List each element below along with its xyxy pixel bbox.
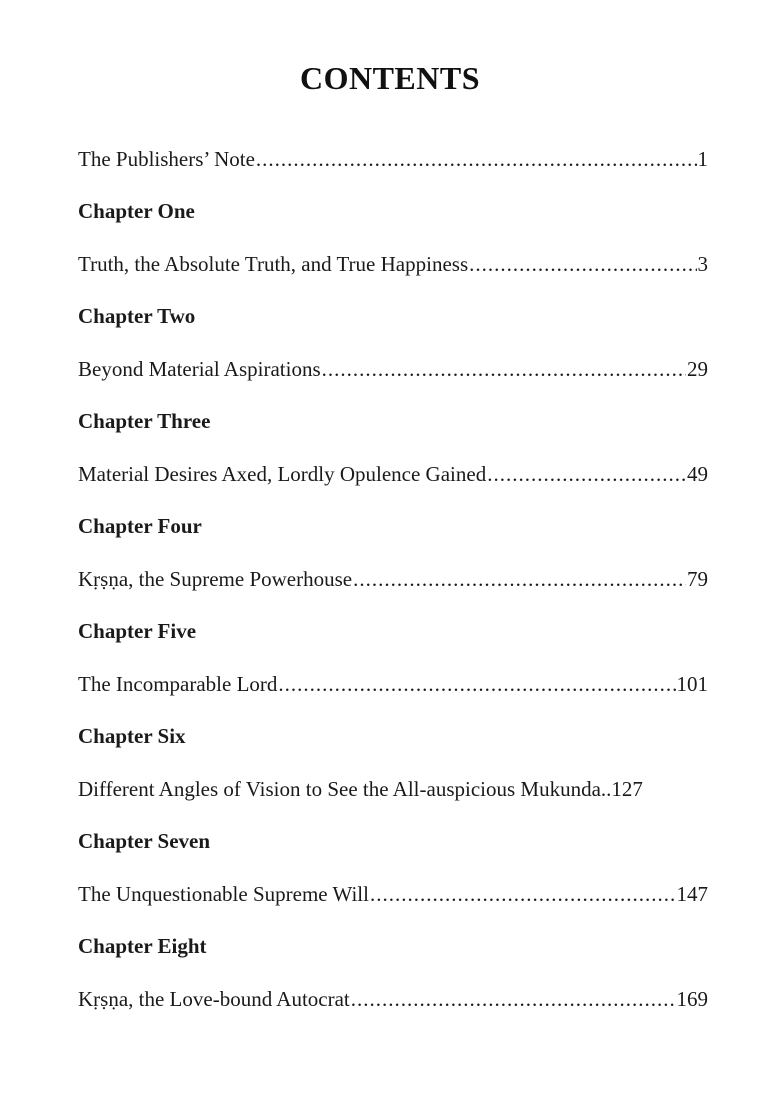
dot-leader [487,462,686,487]
chapter-heading: Chapter Four [78,514,202,539]
toc-page-number: 79 [687,566,708,591]
dot-leader [469,252,696,277]
dot-leader [370,882,676,907]
chapter-heading: Chapter Three [78,409,211,434]
toc-row [78,658,708,711]
toc-entry [78,567,708,592]
toc-page-number: 49 [687,461,708,486]
toc-row [78,448,708,501]
toc-page-number: 1 [697,146,708,171]
toc-entry [78,147,708,172]
toc-page-number: 169 [676,986,708,1011]
toc-page-number: 101 [676,671,708,696]
toc-entry [78,987,708,1012]
toc-entry [78,777,708,802]
chapter-heading: Chapter Five [78,619,197,644]
toc-row [78,553,708,606]
dot-leader [278,672,675,697]
toc-entry [78,882,708,907]
toc-entry [78,357,708,382]
toc-page-number: 147 [676,881,708,906]
chapter-heading: Chapter Two [78,304,196,329]
toc-entry [78,462,708,487]
toc-row [78,343,708,396]
toc-row [78,238,708,291]
toc-entry-title: Kṛṣṇa, the Love-bound Autocrat [78,986,350,1011]
toc-entry-title: Beyond Material Aspirations [78,356,321,381]
chapter-heading: Chapter Eight [78,934,207,959]
toc-entry [78,672,708,697]
toc-page-number: 127 [611,776,643,801]
toc-entry-title: The Incomparable Lord [78,671,278,696]
toc-page-number: 29 [687,356,708,381]
dot-leader [353,567,686,592]
chapter-heading: Chapter Seven [78,829,211,854]
toc-entry-title: Different Angles of Vision to See the All-auspicious Mukunda.. [78,776,612,801]
toc-entry [78,252,708,277]
toc-row [78,133,708,186]
toc-entry-title: Material Desires Axed, Lordly Opulence Gained [78,461,487,486]
toc-row [78,763,708,816]
toc-row [78,973,708,1026]
toc-page-number: 3 [697,251,708,276]
toc-entry-title: The Unquestionable Supreme Will [78,881,369,906]
toc-entry-title: The Publishers’ Note [78,146,255,171]
toc-row [78,868,708,921]
dot-leader [351,987,676,1012]
chapter-heading: Chapter Six [78,724,186,749]
page-title: CONTENTS [299,60,481,96]
table-of-contents [78,133,708,1026]
dot-leader [256,147,697,172]
toc-entry-title: Truth, the Absolute Truth, and True Happiness [78,251,469,276]
toc-entry-title: Kṛṣṇa, the Supreme Powerhouse [78,566,353,591]
dot-leader [322,357,686,382]
chapter-heading: Chapter One [78,199,195,224]
